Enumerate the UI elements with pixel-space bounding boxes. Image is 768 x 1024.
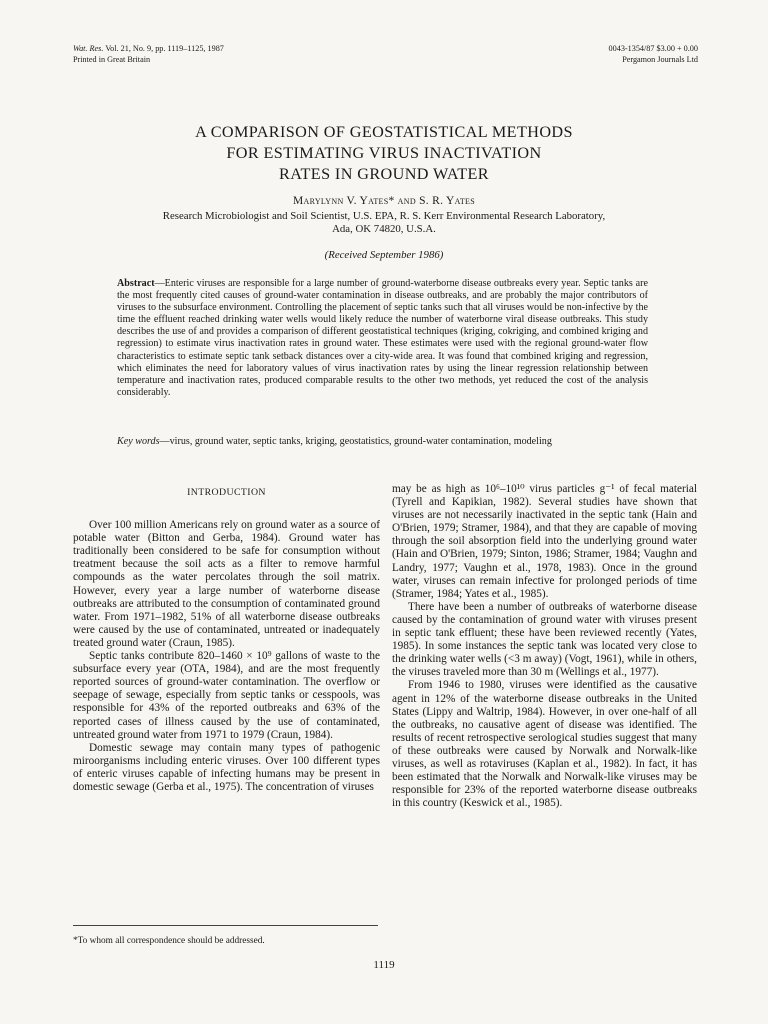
paragraph: From 1946 to 1980, viruses were identified as the causative agent in 12% of the waterborne disease outbreaks in the United States (Lippy and Waltrip, 1984). However, in over one-half of all the outbreaks, no causative agent of disease was identified. The results of recent retrospective serological studies suggest that many of these outbreaks were caused by Norwalk and Norwalk-like viruses, as well as rotaviruses (Kaplan et al., 1982). In fact, it has been estimated that the Norwalk and Norwalk-like viruses may be responsible for 23% of the reported waterborne disease outbreaks in this country (Keswick et al., 1985). bbox=[392, 679, 697, 810]
affiliation-line: Ada, OK 74820, U.S.A. bbox=[332, 223, 436, 235]
title-line: RATES IN GROUND WATER bbox=[279, 165, 489, 183]
paragraph: Over 100 million Americans rely on ground water as a source of potable water (Bitton and Gerba, 1984). Ground water has traditionally been considered to be safe for consumption without treatment because the soil acts as a filter to remove harmful compounds as the water percolates through the soil matrix. However, every year a large number of waterborne disease outbreaks are attributed to the consumption of contaminated ground water. From 1971–1982, 51% of all waterborne disease outbreaks were caused by the use of contaminated, untreated or inadequately treated ground water (Craun, 1985). bbox=[73, 519, 380, 649]
keywords bbox=[117, 436, 648, 448]
abstract-label: Abstract bbox=[117, 278, 155, 289]
abstract bbox=[117, 278, 648, 399]
article-title bbox=[0, 122, 768, 185]
journal-citation: Vol. 21, No. 9, pp. 1119–1125, 1987 bbox=[105, 44, 224, 53]
keywords-label: Key words bbox=[117, 436, 160, 447]
authors: Marylynn V. Yates* and S. R. Yates bbox=[293, 195, 475, 207]
running-header-right bbox=[609, 44, 698, 65]
paragraph: Domestic sewage may contain many types of pathogenic miroorganisms including enteric viruses. Over 100 different types of enteric viruses capable of infecting humans may be present in domestic sewage (Gerba et al., 1975). The concentration of viruses bbox=[73, 741, 380, 793]
footnote-rule bbox=[73, 925, 378, 926]
journal-abbrev: Wat. Res. bbox=[73, 44, 104, 53]
keywords-text: —virus, ground water, septic tanks, kriging, geostatistics, ground-water contamination, modeling bbox=[159, 436, 552, 447]
received-date: (Received September 1986) bbox=[324, 249, 444, 261]
printed-in: Printed in Great Britain bbox=[73, 54, 151, 64]
left-column bbox=[73, 486, 380, 794]
issn-price: 0043-1354/87 $3.00 + 0.00 bbox=[608, 44, 698, 53]
running-header-left bbox=[73, 44, 224, 65]
right-column bbox=[392, 483, 697, 810]
title-line: A COMPARISON OF GEOSTATISTICAL METHODS bbox=[195, 123, 573, 141]
paragraph: Septic tanks contribute 820–1460 × 10⁹ gallons of waste to the subsurface every year (OTA, 1984), and are the most frequently reported sources of ground-water contamination. The overflow or seepage of sewage, especially from septic tanks or cesspools, was responsible for 43% of the reported outbreaks and 63% of the reported cases of illness caused by the use of contaminated, untreated ground water from 1971 to 1979 (Craun, 1984). bbox=[73, 650, 380, 741]
paragraph: may be as high as 10⁶–10¹⁰ virus particles g⁻¹ of fecal material (Tyrell and Kapikian, 1982). Several studies have shown that viruses are not necessarily inactivated in the septic tank (Hain and O'Brien, 1979; Stramer, 1984), and that they are capable of moving through the soil absorption field into the underlying ground water (Hain and O'Brien, 1979; Sinton, 1986; Stramer, 1984; Vaughn and Landry, 1977; Vaughn et al., 1978, 1983). Once in the ground water, viruses can remain infective for prolonged periods of time (Stramer, 1984; Yates et al., 1985). bbox=[392, 483, 697, 600]
paragraph: There have been a number of outbreaks of waterborne disease caused by the contamination of ground water with viruses present in septic tank effluent; these have been reviewed recently (Yates, 1985). In some instances the septic tank was located very close to the drinking water wells (<3 m away) (Vogt, 1961), while in others, the viruses traveled more than 30 m (Wellings et al., 1977). bbox=[392, 600, 697, 679]
abstract-text: —Enteric viruses are responsible for a large number of ground-waterborne disease outbreaks every year. Septic tanks are the most frequently cited causes of ground-water contamination in disease outbreaks, and are probably the major contributors of viruses to the subsurface environment. Controlling the placement of septic tanks such that all viruses would be non-infective by the time the effluent reached drinking water wells would likely reduce the number of waterborne viral disease outbreaks. This study describes the use of and provides a comparison of different geostatistical techniques (kriging, cokriging, and combined kriging and regression) to estimate virus inactivation rates in ground water. These estimates were used with the regional ground-water flow characteristics to estimate septic tank setback distances over a city-wide area. It was found that combined kriging and regression, which eliminates the need for laboratory values of virus inactivation rates by using the linear regression relationship between temperature and inactivation rates, produced comparable results to the other two methods, yet reduced the cost of the analysis considerably. bbox=[117, 278, 648, 398]
title-line: FOR ESTIMATING VIRUS INACTIVATION bbox=[226, 144, 542, 162]
affiliation bbox=[0, 210, 768, 236]
section-heading: INTRODUCTION bbox=[187, 487, 266, 498]
page-number: 1119 bbox=[373, 959, 395, 971]
footnote: *To whom all correspondence should be addressed. bbox=[73, 936, 265, 946]
affiliation-line: Research Microbiologist and Soil Scientist, U.S. EPA, R. S. Kerr Environmental Research Laboratory, bbox=[162, 210, 606, 222]
publisher: Pergamon Journals Ltd bbox=[622, 54, 698, 64]
